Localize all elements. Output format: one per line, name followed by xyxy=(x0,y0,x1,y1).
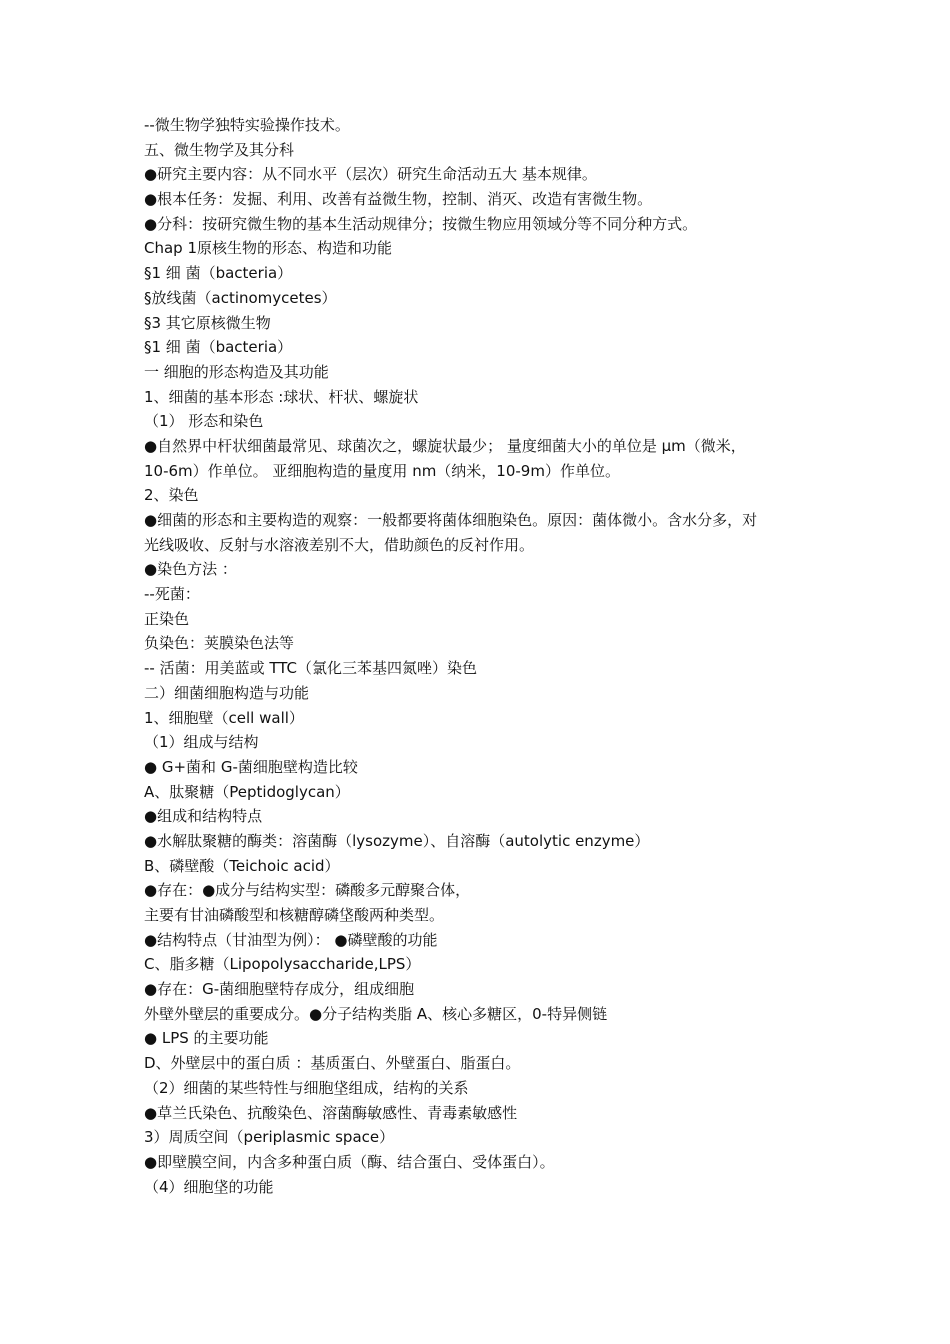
text-line: ●细菌的形态和主要构造的观察：一般都要将菌体细胞染色。原因：菌体微小。含水分多，对 xyxy=(144,511,758,529)
text-line: -- 活菌：用美蓝或 TTC（氯化三苯基四氮唑）染色 xyxy=(144,659,478,678)
text-line: （2）细菌的某些特性与细胞垡组成，结构的关系 xyxy=(144,1078,469,1097)
text-line: （1）组成与结构 xyxy=(144,733,259,752)
text-line: ●自然界中杆状细菌最常见、球菌次之，螺旋状最少； 量度细菌大小的单位是 μm（微米， xyxy=(144,436,746,455)
text-line: §3 其它原核微生物 xyxy=(144,313,271,332)
text-line: C、脂多糖（Lipopolysaccharide,LPS） xyxy=(144,955,421,974)
document-page xyxy=(144,113,824,1199)
text-line: Chap 1原核生物的形态、构造和功能 xyxy=(144,239,393,258)
text-line: D、外壁层中的蛋白质 ：基质蛋白、外壁蛋白、脂蛋白。 xyxy=(144,1054,521,1073)
text-line: 光线吸收、反射与水溶液差别不大，借助颜色的反衬作用。 xyxy=(144,535,535,554)
text-line: --死菌： xyxy=(144,585,200,604)
text-line: §1 细 菌（bacteria） xyxy=(144,338,293,357)
text-line: ● G+菌和 G-菌细胞壁构造比较 xyxy=(144,757,358,776)
text-line: 主要有甘油磷酸型和核糖醇磷垡酸两种类型。 xyxy=(144,906,445,924)
text-line: 负染色：荚膜染色法等 xyxy=(144,634,295,653)
text-line: 二）细菌细胞构造与功能 xyxy=(144,683,310,702)
text-line: ●存在：●成分与结构实型：磷酸多元醇聚合体， xyxy=(144,881,471,900)
text-line: 1、细菌的基本形态 :球状、杆状、螺旋状 xyxy=(144,387,419,406)
text-line: --微生物学独特实验操作技术。 xyxy=(144,116,350,134)
text-line: ●草兰氏染色、抗酸染色、溶菌酶敏感性、青毒素敏感性 xyxy=(144,1103,518,1122)
text-line: （1） 形态和染色 xyxy=(144,412,264,431)
text-line: ●研究主要内容：从不同水平（层次）研究生命活动五大 基本规律。 xyxy=(144,165,597,184)
text-line: 10-6m）作单位。 亚细胞构造的量度用 nm（纳米，10-9m）作单位。 xyxy=(144,461,620,480)
text-line: 1、细胞壁（cell wall） xyxy=(144,708,304,727)
text-line: 外壁外壁层的重要成分。●分子结构类脂 A、核心多糖区，0-特异侧链 xyxy=(144,1004,608,1023)
text-line: ●根本任务：发掘、利用、改善有益微生物，控制、消灭、改造有害微生物。 xyxy=(144,190,653,209)
text-line: ● LPS 的主要功能 xyxy=(144,1029,269,1048)
text-line: A、肽聚糖（Peptidoglycan） xyxy=(144,782,350,801)
text-line: 正染色 xyxy=(144,609,190,628)
text-line: §放线菌（actinomycetes） xyxy=(144,288,337,307)
text-line: 五、微生物学及其分科 xyxy=(144,140,295,159)
text-line: ●染色方法 ： xyxy=(144,560,237,579)
text-line: ●即壁膜空间，内含多种蛋白质（酶、结合蛋白、受体蛋白）。 xyxy=(144,1152,555,1171)
text-line: 一 细胞的形态构造及其功能 xyxy=(144,362,329,381)
text-line: ●水解肽聚糖的酶类：溶菌酶（lysozyme）、自溶酶（autolytic enzyme） xyxy=(144,831,650,850)
text-line: ●存在：G-菌细胞壁特存成分，组成细胞 xyxy=(144,980,415,999)
text-line: §1 细 菌（bacteria） xyxy=(144,264,293,283)
text-line: （4）细胞垡的功能 xyxy=(144,1177,274,1196)
text-line: B、磷壁酸（Teichoic acid） xyxy=(144,856,340,875)
text-line: ●结构特点（甘油型为例）： ●磷壁酸的功能 xyxy=(144,930,438,949)
text-line: 2、染色 xyxy=(144,486,199,505)
text-line: 3）周质空间（periplasmic space） xyxy=(144,1128,395,1147)
text-line: ●组成和结构特点 xyxy=(144,807,263,826)
text-line: ●分科：按研究微生物的基本生活动规律分；按微生物应用领域分等不同分种方式。 xyxy=(144,214,698,233)
